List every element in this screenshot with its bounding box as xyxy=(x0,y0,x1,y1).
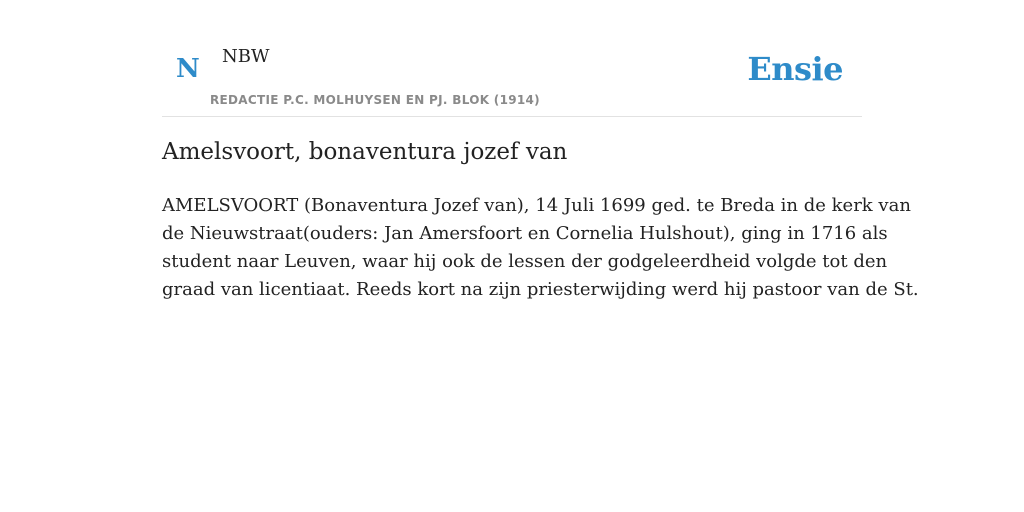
article-body xyxy=(162,192,919,304)
article-line: graad van licentiaat. Reeds kort na zijn priesterwijding werd hij pastoor van de St. xyxy=(162,279,919,300)
editors-credit: REDACTIE P.C. MOLHUYSEN EN PJ. BLOK (1914) xyxy=(210,93,540,107)
brand-logo[interactable]: Ensie xyxy=(747,50,843,88)
publication-name: NBW xyxy=(222,46,270,67)
article-title: Amelsvoort, bonaventura jozef van xyxy=(162,139,568,165)
article-line: student naar Leuven, waar hij ook de lessen der godgeleerdheid volgde tot den xyxy=(162,251,888,272)
article-line: AMELSVOORT (Bonaventura Jozef van), 14 Juli 1699 ged. te Breda in de kerk van xyxy=(162,195,911,216)
source-logo[interactable]: N xyxy=(176,54,200,84)
article-line: de Nieuwstraat(ouders: Jan Amersfoort en Cornelia Hulshout), ging in 1716 als xyxy=(162,223,888,244)
site-header xyxy=(162,0,862,117)
